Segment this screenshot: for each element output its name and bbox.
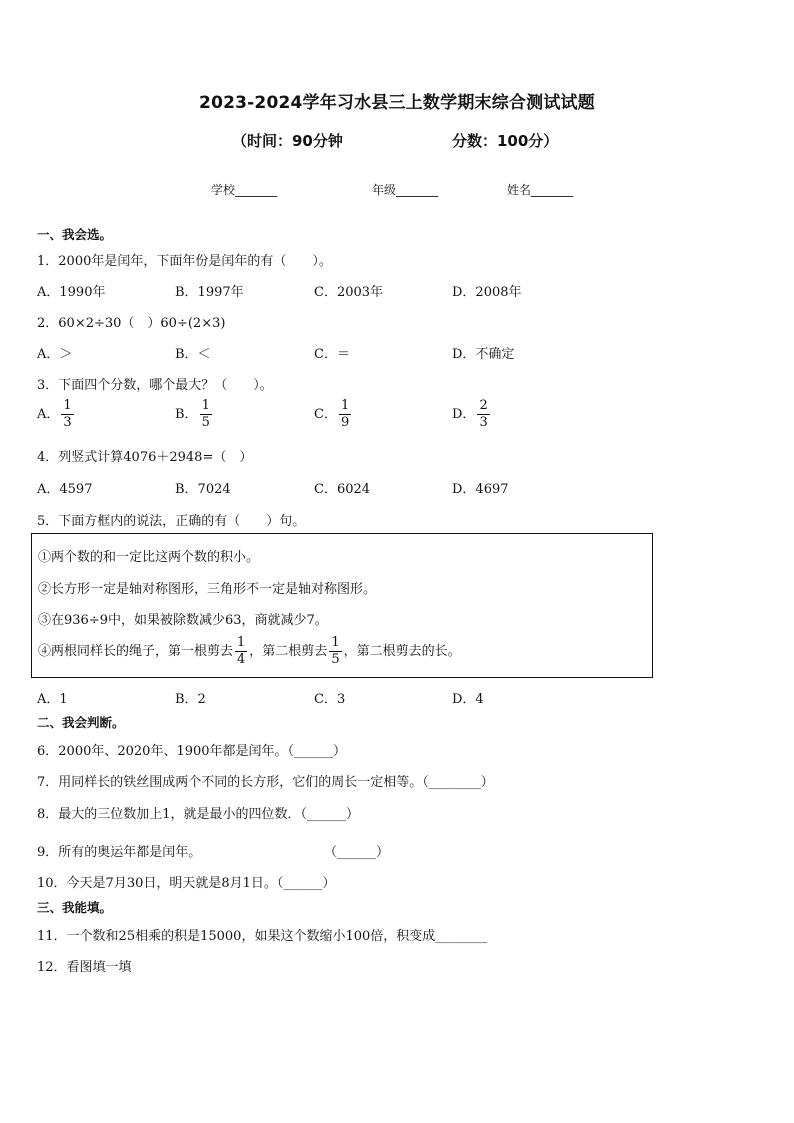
fraction: $\frac{1}{5}$ <box>201 398 210 430</box>
exam-score: 分数：100分） <box>452 132 559 150</box>
q4-option-d: D．4697 <box>452 482 509 497</box>
q2-option-b: B．＜ <box>175 347 211 362</box>
q4-option-a: A．4597 <box>37 482 93 497</box>
section-heading-fill: 三、我能填。 <box>37 900 113 915</box>
question-9-answer-blank: （______） <box>324 845 390 860</box>
question-8: 8．最大的三位数加上1，就是最小的四位数．（______） <box>37 807 360 822</box>
fraction: $\frac{1}{5}$ <box>331 635 340 667</box>
statement-3: ③在936÷9中，如果被除数减少63，商就减少7。 <box>38 613 328 628</box>
q5-option-c: C．3 <box>314 692 346 707</box>
question-11: 11．一个数和25相乘的积是15000，如果这个数缩小100倍，积变成________ <box>37 929 488 944</box>
q1-option-b: B．1997年 <box>175 285 244 300</box>
question-12: 12．看图填一填 <box>37 960 132 975</box>
q3-option-b: B． $\frac{1}{5}$ <box>175 398 210 430</box>
section-heading-choice: 一、我会选。 <box>37 227 113 242</box>
statement-4: ④两根同样长的绳子，第一根剪去 $\frac{1}{4}$ ，第二根剪去 $\frac{1}{5}$ ，第二根剪去的长。 <box>38 635 461 667</box>
exam-time: （时间：90分钟 <box>232 132 343 150</box>
question-10: 10．今天是7月30日，明天就是8月1日。（______） <box>37 876 336 891</box>
q1-option-c: C．2003年 <box>314 285 384 300</box>
section-heading-judge: 二、我会判断。 <box>37 715 125 730</box>
page-title: 2023-2024学年习水县三上数学期末综合测试试题 <box>199 93 595 113</box>
q3-option-a: A． $\frac{1}{3}$ <box>37 398 72 430</box>
fraction: $\frac{1}{4}$ <box>237 635 246 667</box>
statement-box <box>31 533 653 678</box>
q5-option-b: B．2 <box>175 692 206 707</box>
q5-option-a: A．1 <box>37 692 68 707</box>
fraction: $\frac{1}{9}$ <box>340 398 350 430</box>
q5-option-d: D．4 <box>452 692 484 707</box>
fraction: $\frac{1}{3}$ <box>63 398 72 430</box>
question-7: 7．用同样长的铁丝围成两个不同的长方形，它们的周长一定相等。（________） <box>37 775 494 790</box>
q2-option-d: D．不确定 <box>452 347 515 362</box>
question-2: 2．60×2÷30（ ）60÷(2×3) <box>37 316 226 331</box>
question-4: 4．列竖式计算4076＋2948=（ ） <box>37 450 253 465</box>
school-field: 学校_______ <box>211 183 278 197</box>
question-5: 5．下面方框内的说法，正确的有（ ）句。 <box>37 514 306 529</box>
question-3: 3．下面四个分数，哪个最大？（ ）。 <box>37 378 273 393</box>
name-field: 姓名_______ <box>507 183 574 197</box>
q1-option-d: D．2008年 <box>452 285 522 300</box>
q3-option-c: C． $\frac{1}{9}$ <box>314 398 350 430</box>
q3-option-d: D． $\frac{2}{3}$ <box>452 398 488 430</box>
q4-option-b: B．7024 <box>175 482 231 497</box>
q2-option-a: A．＞ <box>37 347 73 362</box>
q2-option-c: C．＝ <box>314 347 350 362</box>
q4-option-c: C．6024 <box>314 482 371 497</box>
grade-field: 年级_______ <box>372 183 439 197</box>
fraction: $\frac{2}{3}$ <box>479 398 488 430</box>
q1-option-a: A．1990年 <box>37 285 106 300</box>
question-6: 6．2000年、2020年、1900年都是闰年。（______） <box>37 744 347 759</box>
question-1: 1．2000年是闰年，下面年份是闰年的有（ ）。 <box>37 254 332 269</box>
statement-1: ①两个数的和一定比这两个数的积小。 <box>38 550 260 565</box>
statement-2: ②长方形一定是轴对称图形，三角形不一定是轴对称图形。 <box>38 582 377 597</box>
question-9: 9．所有的奥运年都是闰年。 <box>37 845 202 860</box>
